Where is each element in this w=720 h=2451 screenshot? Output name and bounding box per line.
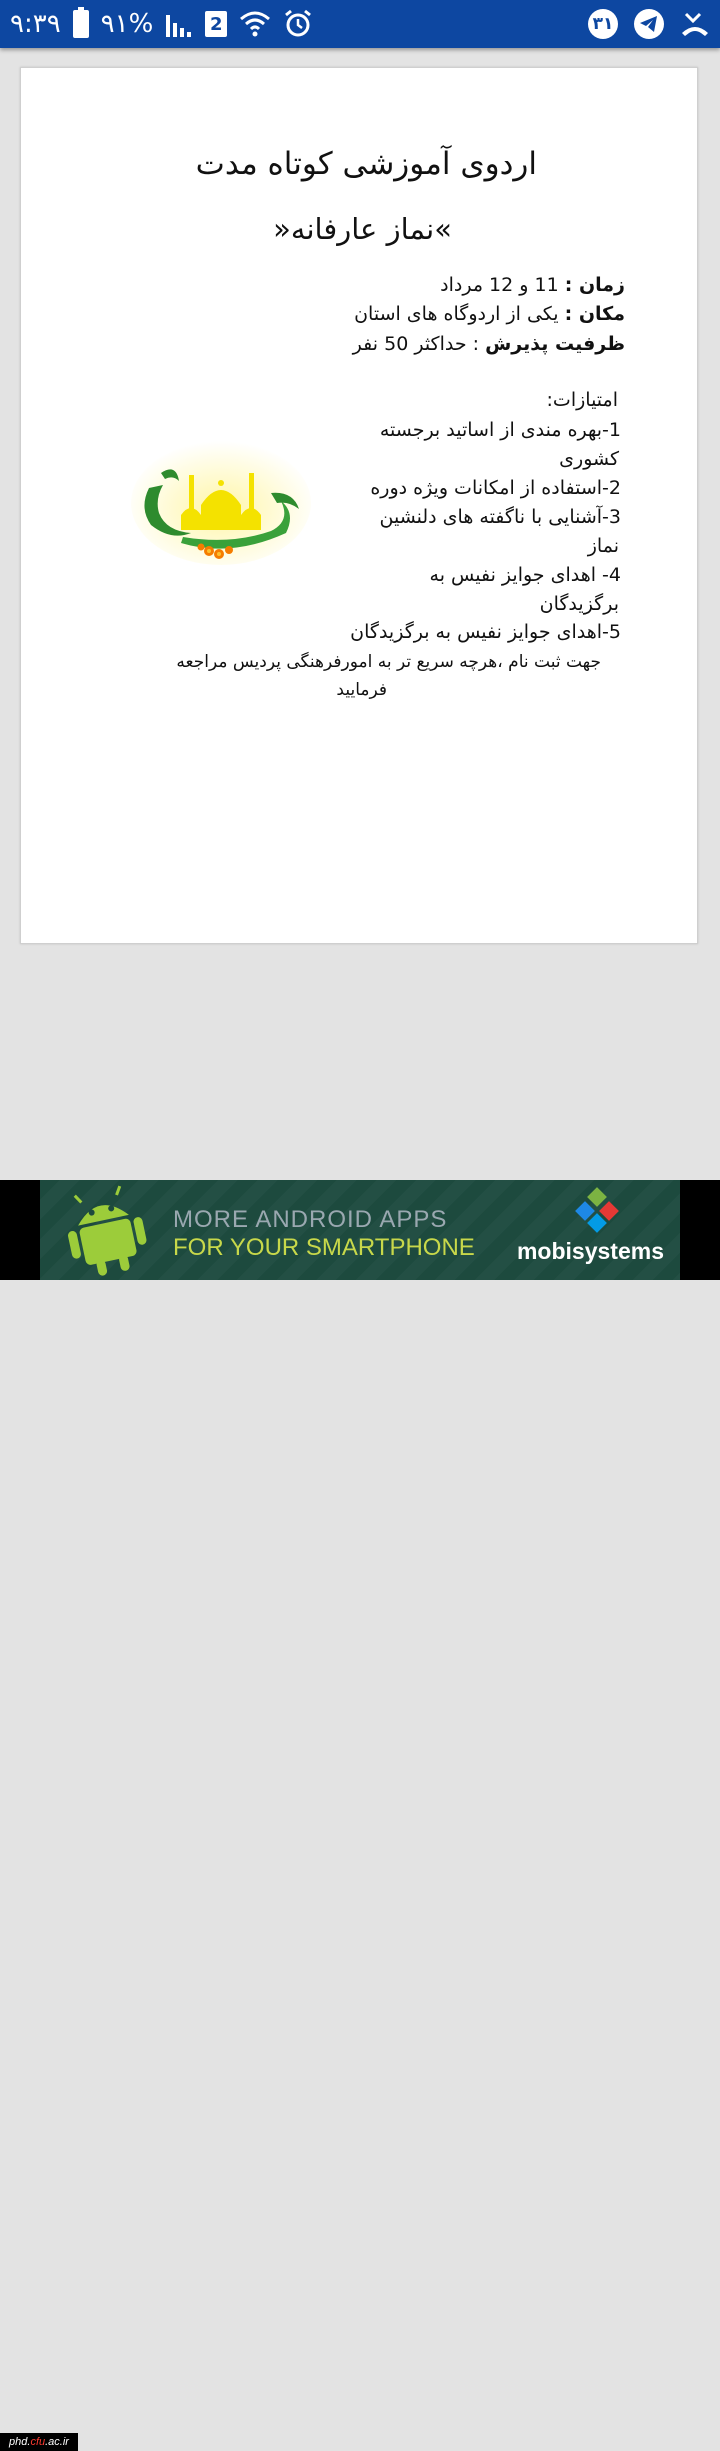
- place-value: یکی از اردوگاه های استان: [354, 303, 565, 325]
- benefit-line: برگزیدگان: [539, 593, 619, 615]
- benefit-line: 3-آشنایی با ناگفته های دلنشین: [379, 506, 621, 528]
- place-label: مکان :: [564, 303, 625, 325]
- time-label: زمان :: [564, 274, 625, 296]
- calendar-badge-icon: ۳۱: [588, 9, 618, 39]
- benefit-line: نماز: [587, 535, 619, 557]
- sim-label: 2: [205, 11, 227, 37]
- ad-brand: mobisystems: [516, 1238, 664, 1264]
- benefits-heading: امتیازات:: [546, 389, 618, 411]
- battery-percent: ۹۱%: [100, 9, 154, 39]
- registration-note-end: فرمایید: [336, 680, 387, 700]
- mosque-calligraphy-emblem: [121, 433, 311, 568]
- signal-icon: [165, 11, 193, 37]
- benefit-line: 4- اهدای جوایز نفیس به: [429, 564, 621, 586]
- battery-icon: [73, 10, 89, 38]
- benefit-line: کشوری: [559, 448, 619, 470]
- document-title: اردوی آموزشی کوتاه مدت: [195, 146, 537, 182]
- ad-headline: MORE ANDROID APPS: [173, 1206, 448, 1233]
- status-left: [10, 0, 313, 48]
- benefit-line: 1-بهره مندی از اساتید برجسته: [379, 419, 621, 441]
- info-time: [440, 270, 625, 300]
- capacity-value: : حداکثر 50 نفر: [352, 333, 486, 355]
- mobisystems-logo-icon: [572, 1188, 622, 1234]
- document-subtitle: »نماز عارفانه«: [273, 212, 452, 246]
- watermark-prefix: phd.: [9, 2436, 31, 2448]
- info-capacity: [353, 329, 625, 359]
- ad-banner-bar: [0, 1180, 720, 2448]
- status-bar: [0, 0, 720, 48]
- wifi-icon: [239, 10, 271, 38]
- benefit-line: 2-استفاده از امکانات ویژه دوره: [370, 477, 621, 499]
- ad-subheadline: FOR YOUR SMARTPHONE: [173, 1234, 475, 1261]
- missed-call-icon: [680, 11, 710, 37]
- watermark-suffix: .ac.ir: [45, 2436, 69, 2448]
- registration-note: جهت ثبت نام ،هرچه سریع تر به امورفرهنگی پردیس مراجعه: [176, 652, 601, 672]
- capacity-label: ظرفیت پذیرش: [485, 333, 625, 355]
- watermark-highlight: cfu: [30, 2436, 46, 2448]
- ad-banner[interactable]: [40, 1180, 680, 1280]
- telegram-icon: [634, 9, 664, 39]
- watermark: [0, 2433, 78, 2451]
- alarm-icon: [283, 9, 313, 39]
- sim-icon: [205, 11, 227, 37]
- time-value: 11 و 12 مرداد: [440, 274, 565, 296]
- info-place: [354, 299, 625, 329]
- clock: ۹:۳۹: [10, 9, 61, 39]
- benefit-line: 5-اهدای جوایز نفیس به برگزیدگان: [350, 621, 621, 643]
- document-page: [20, 67, 698, 944]
- android-robot-icon: [58, 1186, 154, 1278]
- status-right: [588, 0, 710, 48]
